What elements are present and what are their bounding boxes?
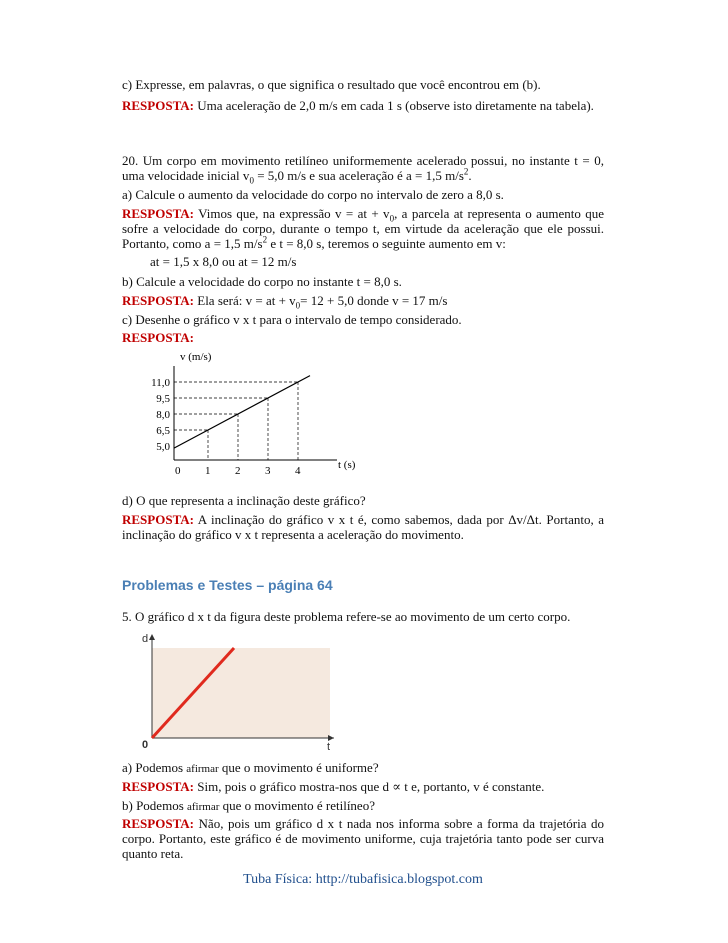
x-tick-label: 2 [235,465,241,477]
answer-label: RESPOSTA: [122,779,194,794]
q20-statement: 20. Um corpo em movimento retilíneo uniformemente acelerado possui, no instante t = 0, uma velocidade inicial $v_0 = 5,0$ m/s e sua aceleração é a = 1,5 $m/s^2$. [122,153,604,186]
q20a-calc: at = 1,5 x 8,0 ou at = 12 m/s [150,254,297,269]
velocity-line [174,376,310,449]
x-tick-label: 0 [175,465,181,477]
q5a-answer: RESPOSTA: Sim, pois o gráfico mostra-nos que d ∝ t e, portanto, v é constante. [122,779,545,794]
y-tick-label: 9,5 [156,393,170,405]
q19c-question: c) Expresse, em palavras, o que significa o resultado que você encontrou em (b). [122,77,541,92]
x-axis-label: t [327,741,331,752]
answer-label: RESPOSTA: [122,512,194,527]
q20a-question: a) Calcule o aumento da velocidade do corpo no intervalo de zero a 8,0 s. [122,187,504,202]
distance-time-chart [122,630,342,752]
q20d-answer: RESPOSTA: A inclinação do gráfico v x t é, como sabemos, dada por Δv/Δt. Portanto, a inclinação do gráfico v x t representa a aceleração do movimento. [122,512,604,542]
q20c-question: c) Desenhe o gráfico v x t para o intervalo de tempo considerado. [122,312,462,327]
x-tick-label: 4 [295,465,301,477]
answer-label: RESPOSTA: [122,98,194,113]
q5-statement: 5. O gráfico d x t da figura deste problema refere-se ao movimento de um certo corpo. [122,609,571,624]
q5a-question: a) Podemos afirmar que o movimento é uniforme? [122,760,379,775]
answer-label: RESPOSTA: [122,330,194,345]
y-tick-label: 5,0 [156,441,170,453]
q5b-answer: RESPOSTA: Não, pois um gráfico d x t nada nos informa sobre a forma da trajetória do corpo. Portanto, este gráfico é de movimento uniforme, cuja trajetória tanto pode ser curva quanto reta. [122,816,604,861]
q19c-answer: RESPOSTA: Uma aceleração de 2,0 m/s em cada 1 s (observe isto diretamente na tabela). [122,98,594,113]
q20a-answer: RESPOSTA: Vimos que, na expressão v = at + $v_0$, a parcela at representa o aumento que sofre a velocidade do corpo, durante o tempo t, em virtude da aceleração que ele possui. Portanto, como a = 1,5 $m/s^2$ e t = 8,0 s, teremos o seguinte aumento em v: [122,206,604,251]
y-axis-arrow [149,634,155,640]
section-heading: Problemas e Testes – página 64 [122,577,333,593]
y-axis-label: v (m/s) [180,351,212,363]
x-tick-label: 1 [205,465,211,477]
footer-link[interactable]: Tuba Física: http://tubafisica.blogspot.com [243,872,483,887]
y-tick-label: 11,0 [151,377,170,389]
chart-background [152,648,330,738]
q20b-question: b) Calcule a velocidade do corpo no instante t = 8,0 s. [122,274,402,289]
q20c-answer [122,330,604,345]
x-axis-label: t (s) [338,459,356,471]
velocity-time-chart [122,348,382,480]
origin-label: 0 [142,739,149,751]
q20d-question: d) O que representa a inclinação deste gráfico? [122,493,366,508]
answer-label: RESPOSTA: [122,206,194,221]
y-tick-label: 6,5 [156,425,170,437]
answer-label: RESPOSTA: [122,293,194,308]
answer-label: RESPOSTA: [122,816,194,831]
y-tick-label: 8,0 [156,409,170,421]
x-tick-label: 3 [265,465,271,477]
q5b-question: b) Podemos afirmar que o movimento é retilíneo? [122,798,375,813]
q20b-answer: RESPOSTA: Ela será: v = at + $v_0= 12 + 5,0$ donde v = 17 m/s [122,293,448,311]
y-axis-label: d [142,633,149,645]
